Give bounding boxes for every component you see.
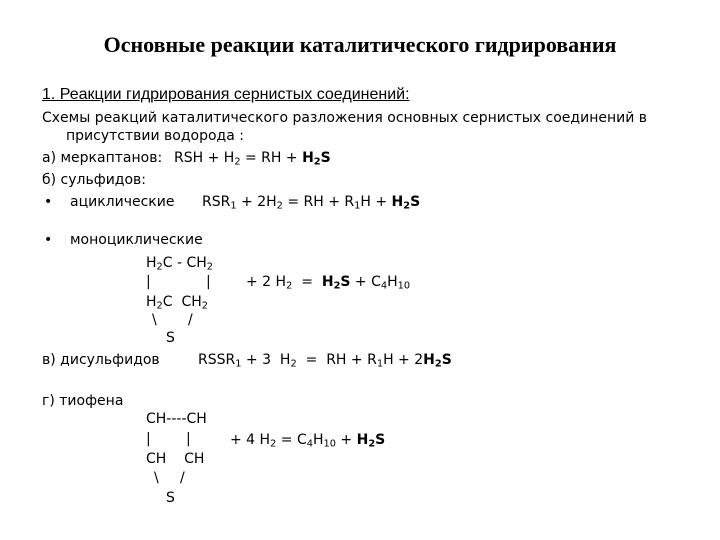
thiophene-label: г) тиофена xyxy=(42,393,124,409)
thiophene-structure-line-2b: | xyxy=(186,431,191,447)
monocyclic-structure-line-1: $H_2C - CH_2$ xyxy=(146,255,214,273)
thiophene-structure-line-5: S xyxy=(166,490,175,506)
monocyclic-structure-line-2: | xyxy=(146,274,151,290)
intro-line-2: присутствии водорода : xyxy=(66,128,244,144)
thiophene-structure-line-3: CH CH xyxy=(146,451,205,467)
thiophene-structure-line-4b: / xyxy=(180,470,185,486)
monocyclic-structure-line-4b: / xyxy=(188,312,193,328)
disulfides-equation: $RSSR_1 + 3$ $H_2$ = RH + $R_1H + 2H_2S$ xyxy=(198,352,452,370)
section-heading: 1. Реакции гидрирования сернистых соединений: xyxy=(42,86,410,103)
acyclic-label: ациклические xyxy=(70,194,175,210)
monocyclic-structure-line-4: \ xyxy=(152,312,157,328)
acyclic-equation: $RSR_1 + 2H_2$ = RH + $R_1H + H_2S$ xyxy=(202,194,421,212)
thiophene-equation: + 4 $H_2 = C_4H_{10} + H_2S$ xyxy=(230,432,386,450)
monocyclic-equation: + 2 $H_2 = H_2S + C_4H_{10}$ xyxy=(246,274,411,292)
mercaptans-equation: RSH + $H_2$ = RH + $H_2S$ xyxy=(174,150,331,168)
monocyclic-structure-line-5: S xyxy=(166,330,175,346)
disulfides-label: в) дисульфидов xyxy=(42,352,160,368)
monocyclic-label: моноциклические xyxy=(70,232,203,248)
monocyclic-structure-line-2b: | xyxy=(206,274,211,290)
page-title: Основные реакции каталитического гидрирования xyxy=(103,32,617,57)
monocyclic-structure-line-3: $H_2C$ $CH_2$ xyxy=(146,294,208,312)
mercaptans-label: а) меркаптанов: xyxy=(42,150,163,166)
bullet-monocyclic: • xyxy=(44,232,53,248)
thiophene-structure-line-4: \ xyxy=(154,470,159,486)
sulfides-label: б) сульфидов: xyxy=(42,172,147,188)
thiophene-structure-line-1: CH----CH xyxy=(146,411,207,427)
thiophene-structure-line-2: | xyxy=(146,431,151,447)
intro-line-1: Схемы реакций каталитического разложения основных сернистых соединений в xyxy=(42,110,648,126)
bullet-acyclic: • xyxy=(44,194,53,210)
